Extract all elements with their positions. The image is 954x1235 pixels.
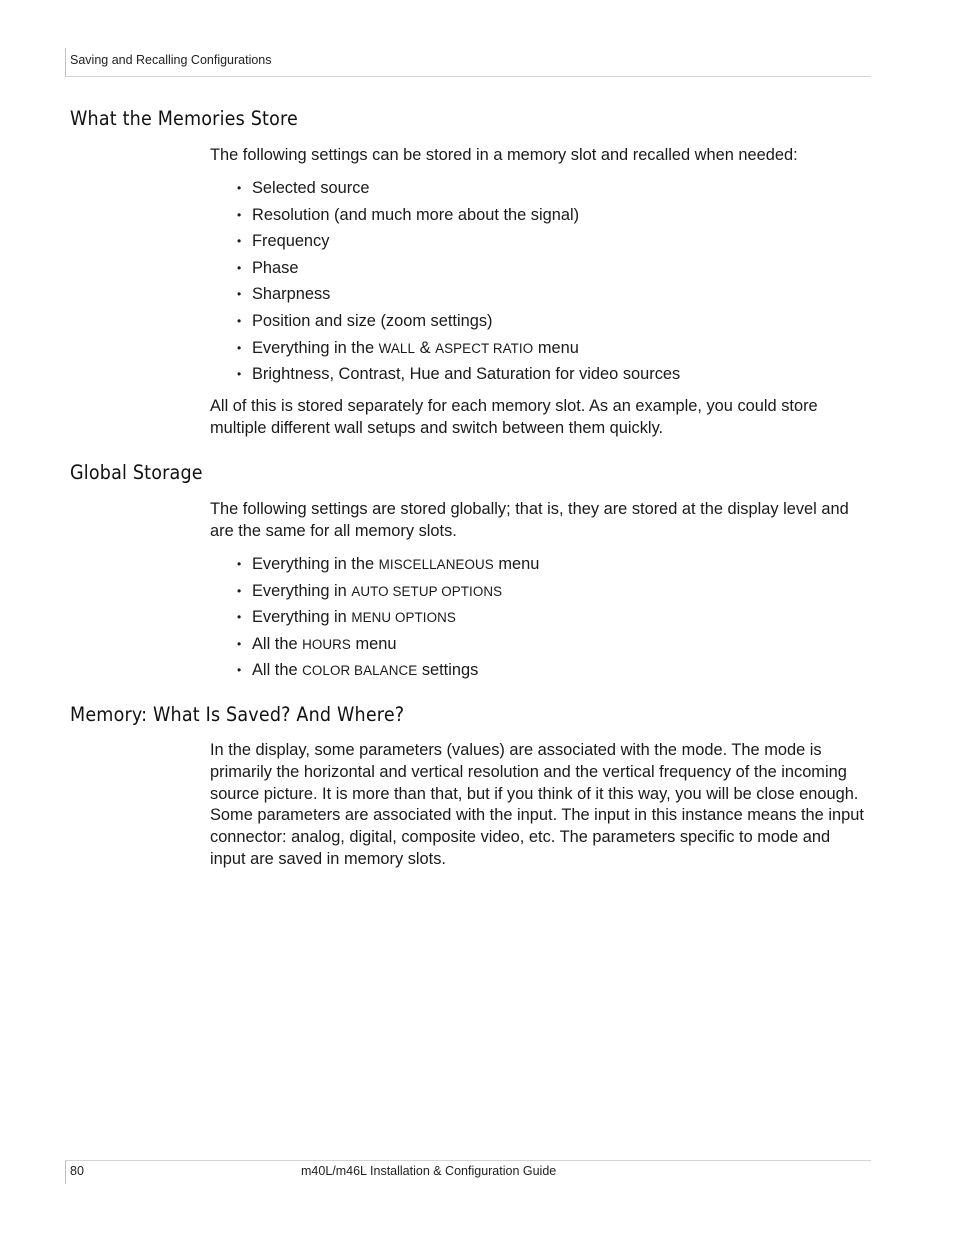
list-item: • Position and size (zoom settings): [237, 311, 867, 338]
list-item: • Sharpness: [237, 284, 867, 311]
running-header: [65, 48, 871, 77]
menu-name: HOURS: [302, 636, 351, 652]
memory-settings-list: [237, 178, 867, 391]
heading-what-memories-store: What the Memories Store: [70, 107, 298, 130]
section1-closing: [210, 396, 870, 440]
section1-closing-text: All of this is stored separately for each memory slot. As an example, you could store multiple different wall setups and switch between them quickly.: [210, 397, 818, 437]
list-item: • All the HOURS menu: [237, 634, 867, 661]
guide-title: m40L/m46L Installation & Configuration Guide: [301, 1164, 557, 1178]
list-item: • Everything in MENU OPTIONS: [237, 607, 867, 634]
global-settings-list: [237, 554, 867, 687]
menu-name: MENU OPTIONS: [351, 610, 456, 626]
section2-intro: [210, 499, 870, 543]
page-number: 80: [70, 1164, 84, 1178]
list-item: • Frequency: [237, 231, 867, 258]
list-item: • Everything in the MISCELLANEOUS menu: [237, 554, 867, 581]
list-item: • Resolution (and much more about the signal): [237, 205, 867, 232]
section1-intro-text: The following settings can be stored in a memory slot and recalled when needed:: [210, 146, 798, 164]
list-item: • Brightness, Contrast, Hue and Saturation for video sources: [237, 364, 867, 391]
menu-name: AUTO SETUP OPTIONS: [351, 583, 503, 599]
section3-body-text: In the display, some parameters (values) are associated with the mode. The mode is primarily the horizontal and vertical resolution and the vertical frequency of the incoming source picture. It is more than that, but if you think of it this way, you will be close enough. Some parameters are associated with the input. The input in this instance means the input connector: analog, digital, composite video, etc. The parameters specific to mode and input are saved in memory slots.: [210, 741, 864, 868]
section1-intro: [210, 145, 870, 167]
section2-intro-text: The following settings are stored globally; that is, they are stored at the display level and are the same for all memory slots.: [210, 500, 849, 540]
list-item: • Everything in AUTO SETUP OPTIONS: [237, 581, 867, 608]
heading-memory-saved-where: Memory: What Is Saved? And Where?: [70, 703, 405, 726]
running-footer: [65, 1160, 871, 1184]
list-item: • All the COLOR BALANCE settings: [237, 660, 867, 687]
menu-name-wall: WALL: [378, 340, 416, 356]
running-header-title: Saving and Recalling Configurations: [70, 53, 272, 67]
list-item: • Phase: [237, 258, 867, 285]
menu-name: COLOR BALANCE: [302, 663, 418, 679]
menu-name: MISCELLANEOUS: [378, 557, 494, 572]
heading-global-storage: Global Storage: [70, 461, 203, 484]
menu-name-aspect-ratio: ASPECT RATIO: [435, 340, 534, 356]
section3-body: [210, 740, 870, 871]
list-item: • Selected source: [237, 178, 867, 205]
list-item-wall-aspect: • Everything in the WALL & ASPECT RATIO menu: [237, 338, 867, 365]
